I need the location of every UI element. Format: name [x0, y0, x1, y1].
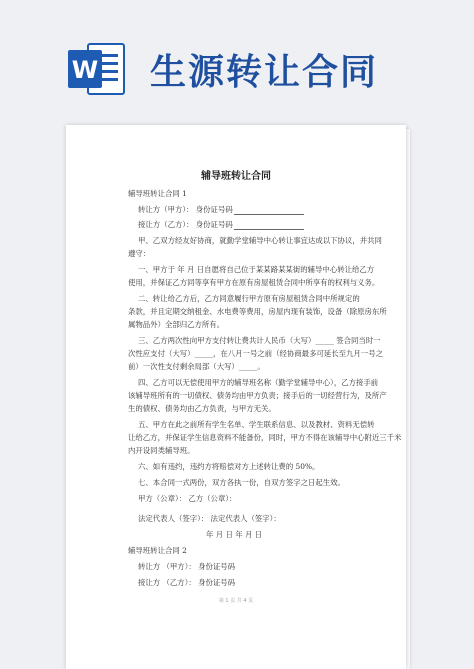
signature-line: 法定代表人（签字）： 法定代表人（签字）：: [138, 514, 281, 523]
document-preview: [66, 125, 412, 669]
section-heading: 辅导班转让合同 1: [128, 189, 187, 198]
paragraph-line: 五、甲方在此之前所有学生名单、学生联系信息、以及教材、资料无偿转: [138, 420, 375, 429]
document-title: 辅导班转让合同: [201, 171, 271, 182]
paragraph-line: 四、乙方可以无偿使用甲方的辅导班名称（勤学堂辅导中心），乙方接手前: [138, 378, 379, 387]
paragraph-line: 让给乙方，并保证学生信息资料不能备份，同时，甲方不得在该辅导中心附近三千米: [128, 433, 402, 442]
document-page: [66, 125, 406, 669]
paragraph-line: 使用，并保证乙方同等享有甲方在原有房屋租赁合同中所享有的权利与义务。: [128, 278, 380, 287]
party-a-line: 转让方 （甲方）： 身份证号码: [138, 562, 236, 571]
party-b-line: 接让方（乙方）： 身份证号码: [138, 220, 233, 229]
banner-title: 生源转让合同: [150, 52, 379, 93]
banner: [0, 0, 474, 120]
paragraph-line: 七、本合同一式两份，双方各执一份，自双方签字之日起生效。: [138, 478, 345, 487]
paragraph-line: 内开设同类辅导班。: [128, 446, 195, 455]
date-line: 年 月 日 年 月 日: [206, 530, 263, 539]
paragraph-line: 属物品外）全部归乙方所有。: [128, 320, 225, 329]
paragraph-line: 二、转让给乙方后，乙方同意履行甲方原有房屋租赁合同中所规定的: [138, 294, 360, 303]
section-heading: 辅导班转让合同 2: [128, 546, 187, 555]
word-document-icon: [66, 40, 128, 98]
signature-line: 甲方（公章）： 乙方（公章）：: [138, 494, 237, 503]
paragraph-line: 条款，并且定期交纳租金、水电费等费用，房屋内现有装饰，设备（除原房东所: [128, 307, 387, 316]
paragraph-line: 三、乙方两次性向甲方支付转让费共计人民币（大写）_____ 签合同当时一: [138, 336, 381, 345]
party-b-line: 接让方 （乙方）： 身份证号码: [138, 578, 236, 587]
paragraph-line: 遵守：: [128, 249, 151, 258]
paragraph-line: 该辅导班所有的一切债权、债务均由甲方负责；接手后的一切经营行为，及所产: [128, 391, 387, 400]
paragraph-line: 前）一次性支付剩余局部（大写）_____。: [128, 362, 265, 371]
blank-line: [234, 221, 304, 230]
paragraph-line: 甲、乙双方经友好协商，就勤学堂辅导中心转让事宜达成以下协议，并共同: [138, 236, 382, 245]
paragraph-line: 生的债权、债务均由乙方负责，与甲方无关。: [128, 404, 276, 413]
blank-line: [234, 206, 304, 215]
paragraph-line: 六、如有违约，违约方将赔偿对方上述转让费的 50%。: [138, 462, 320, 471]
paragraph-line: 次性应支付（大写）_____，在八月一号之前（经协商最多可延长至九月一号之: [128, 349, 383, 358]
party-a-line: 转让方（甲方）： 身份证号码: [138, 205, 233, 214]
page-footer: 第 1 页 共 4 页: [218, 598, 254, 604]
paragraph-line: 一、甲方于 年 月 日自愿将自己位于某某路某某街的辅导中心转让给乙方: [138, 265, 375, 274]
svg-text:W: W: [71, 56, 99, 84]
